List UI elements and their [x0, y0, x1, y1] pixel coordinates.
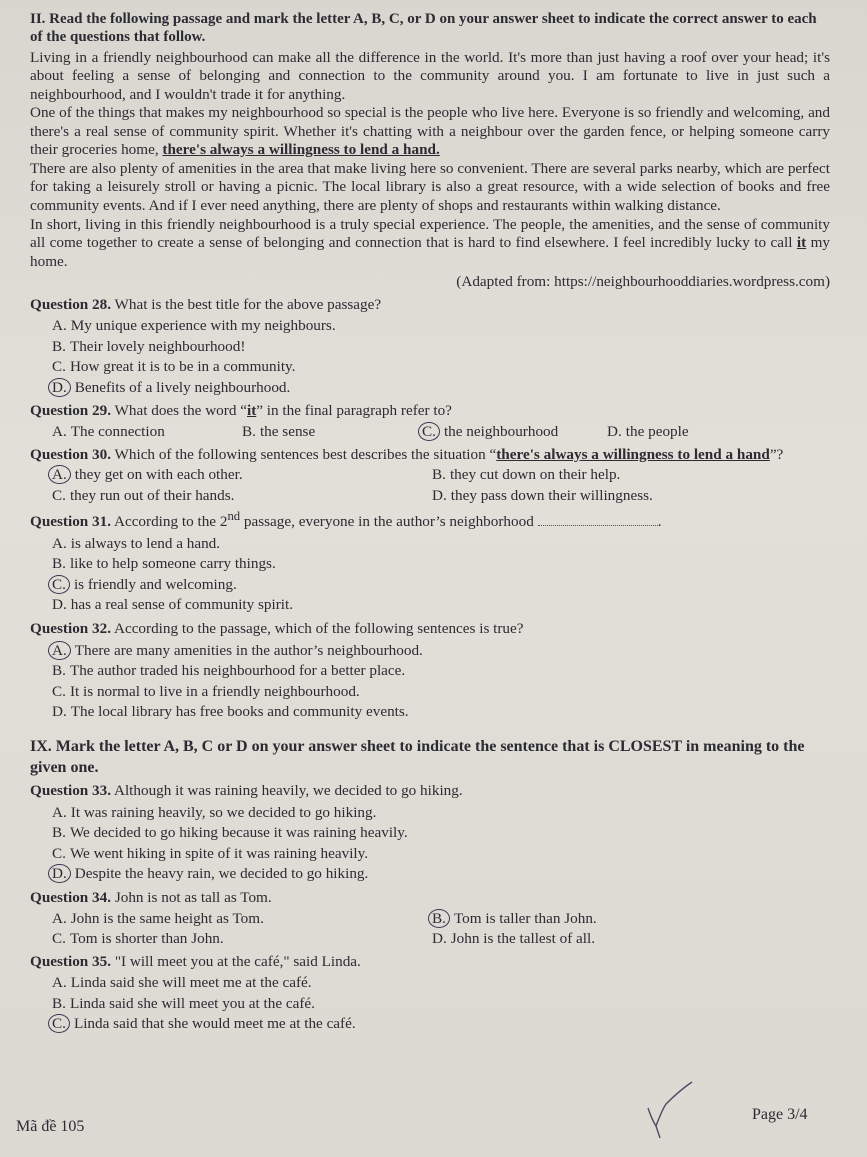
question-number: Question 33.: [30, 782, 112, 800]
option-text: We went hiking in spite of it was raining heavily.: [69, 844, 369, 862]
option-letter: C.: [52, 930, 66, 948]
option-text: How great it is to be in a community.: [69, 358, 296, 376]
answer-blank: [538, 525, 658, 526]
option-text: The author traded his neighbourhood for a better place.: [69, 662, 406, 680]
reading-instruction: II. Read the following passage and mark the letter A, B, C, or D on your answer sheet to indicate the correct answer to each of the questions that follow.: [30, 11, 817, 46]
question-text: "I will meet you at the café," said Linda.: [114, 952, 361, 970]
option-letter: B.: [432, 466, 446, 484]
question-28-options: [30, 316, 830, 398]
option-d[interactable]: [432, 487, 812, 506]
underlined-phrase: there's always a willingness to lend a hand.: [162, 141, 440, 159]
option-text: Linda said she will meet me at the café.: [70, 974, 312, 992]
option-letter: A.: [48, 641, 71, 660]
question-text: What is the best title for the above passage?: [114, 295, 382, 313]
question-30: [30, 446, 830, 465]
option-text: Despite the heavy rain, we decided to go hiking.: [74, 865, 369, 883]
ordinal-suffix: nd: [227, 509, 241, 524]
question-33-options: [30, 803, 830, 885]
option-text: John is the same height as Tom.: [70, 909, 264, 927]
option-b[interactable]: [432, 466, 812, 485]
option-letter: A.: [52, 974, 67, 992]
option-text: Their lovely neighbourhood!: [69, 337, 246, 355]
option-letter: D.: [607, 422, 622, 440]
option-letter: D.: [48, 864, 71, 883]
option-text: they pass down their willingness.: [450, 486, 653, 504]
option-a[interactable]: [52, 910, 432, 929]
option-text: John is the tallest of all.: [450, 930, 596, 948]
option-c[interactable]: [52, 682, 830, 703]
question-35: [30, 953, 830, 972]
option-text: they run out of their hands.: [69, 486, 235, 504]
option-b[interactable]: [432, 910, 812, 929]
option-text: like to help someone carry things.: [69, 555, 276, 573]
option-text: has a real sense of community spirit.: [70, 596, 294, 614]
passage-paragraph-3: There are also plenty of amenities in the area that make living here so convenient. There are several parks nearby, which are perfect for taking a leisurely stroll or having a picnic. The local library is also a great resource, with a wide selection of books and free community events. And if I ever need anything, there are plenty of shops and restaurants within walking distance.: [30, 159, 830, 214]
option-text: It was raining heavily, so we decided to go hiking.: [70, 803, 377, 821]
option-text: The local library has free books and community events.: [70, 703, 409, 721]
question-text-end: ”?: [769, 445, 784, 463]
question-text: Which of the following sentences best describes the situation “: [114, 445, 497, 463]
option-text: is friendly and welcoming.: [73, 575, 237, 593]
question-text-end: ” in the final paragraph refer to?: [256, 402, 452, 420]
question-29-options: [52, 423, 830, 442]
option-b[interactable]: [52, 661, 830, 682]
question-number: Question 30.: [30, 445, 112, 463]
option-b[interactable]: [52, 337, 830, 358]
question-34: [30, 889, 830, 908]
option-letter: A.: [52, 909, 67, 927]
question-28: [30, 296, 830, 315]
question-29: [30, 402, 830, 421]
exam-sheet: [30, 10, 830, 1035]
option-c[interactable]: [52, 930, 432, 949]
option-c[interactable]: [52, 575, 830, 596]
option-text: Benefits of a lively neighbourhood.: [74, 378, 291, 396]
option-text: There are many amenities in the author’s neighbourhood.: [74, 641, 423, 659]
option-text: The connection: [70, 422, 165, 440]
option-letter: D.: [48, 378, 71, 397]
option-letter: C.: [48, 1014, 70, 1033]
option-letter: A.: [52, 534, 67, 552]
option-text: is always to lend a hand.: [70, 534, 221, 552]
question-32-options: [30, 641, 830, 723]
option-a[interactable]: [52, 316, 830, 337]
option-d[interactable]: [52, 864, 830, 885]
paragraph-4-text: In short, living in this friendly neighbourhood is a truly special experience. The people, the amenities, and the sense of community all come together to create a sense of belonging and connection that is hard to find elsewhere. I feel incredibly lucky to call: [30, 215, 830, 252]
option-letter: B.: [52, 337, 66, 355]
paragraph-2-text: One of the things that makes my neighbourhood so special is the people who live here. Everyone is so friendly and welcoming, and there's a real sense of community spirit. Whether it's chatting with a neighbour over the garden fence, or helping someone carry their groceries home,: [30, 104, 830, 159]
question-text: John is not as tall as Tom.: [114, 889, 272, 907]
option-b[interactable]: [242, 423, 422, 442]
option-letter: B.: [52, 555, 66, 573]
option-letter: A.: [52, 803, 67, 821]
question-text: According to the passage, which of the following sentences is true?: [113, 619, 524, 637]
option-letter: D.: [432, 486, 447, 504]
option-letter: B.: [52, 662, 66, 680]
option-letter: C.: [418, 422, 440, 441]
option-letter: A.: [52, 317, 67, 335]
passage-source: (Adapted from: https://neighbourhooddiaries.wordpress.com): [456, 273, 830, 291]
option-d[interactable]: [52, 378, 830, 399]
option-letter: D.: [52, 596, 67, 614]
option-letter: C.: [52, 358, 66, 376]
option-d[interactable]: [432, 930, 812, 949]
option-text: Tom is shorter than John.: [69, 930, 224, 948]
question-33: [30, 782, 830, 801]
option-text: the sense: [259, 422, 316, 440]
option-c[interactable]: [52, 844, 830, 865]
option-text: they cut down on their help.: [449, 466, 621, 484]
option-text: the neighbourhood: [443, 422, 559, 440]
handwritten-signature-icon: [640, 1080, 700, 1140]
question-31: [30, 509, 830, 532]
passage-paragraph-4: [30, 216, 830, 272]
option-text: It is normal to live in a friendly neighbourhood.: [69, 682, 360, 700]
option-letter: B.: [428, 909, 450, 928]
section-ix-title: IX. Mark the letter A, B, C or D on your answer sheet to indicate the sentence that is CLOSEST in meaning to the given one.: [30, 737, 805, 776]
question-number: Question 28.: [30, 295, 112, 313]
option-c[interactable]: [52, 357, 830, 378]
option-letter: D.: [432, 930, 447, 948]
question-number: Question 34.: [30, 889, 112, 907]
question-quote: there's always a willingness to lend a hand: [496, 445, 770, 463]
option-text: Linda said she will meet you at the café.: [69, 994, 315, 1012]
question-34-options: [52, 910, 830, 949]
option-b[interactable]: [52, 994, 830, 1015]
option-c[interactable]: [422, 423, 607, 442]
option-d[interactable]: [607, 423, 689, 442]
referenced-word-it: it: [796, 234, 807, 252]
option-text: they get on with each other.: [74, 466, 243, 484]
question-31-options: [30, 534, 830, 616]
option-letter: B.: [242, 422, 256, 440]
question-text: What does the word “: [114, 402, 247, 420]
option-text: the people: [625, 422, 689, 440]
question-text: According to the 2: [113, 513, 228, 531]
option-a[interactable]: [52, 466, 432, 485]
option-b[interactable]: [52, 823, 830, 844]
option-letter: C.: [52, 682, 66, 700]
question-number: Question 31.: [30, 513, 112, 531]
page-number: Page 3/4: [752, 1106, 808, 1123]
option-letter: C.: [52, 486, 66, 504]
passage-paragraph-2: [30, 104, 830, 160]
option-a[interactable]: [52, 641, 830, 662]
passage-paragraph-1: Living in a friendly neighbourhood can make all the difference in the world. It's more than just having a roof over your head; it's about feeling a sense of belonging and connection to the community around you. I am fortunate to live in just such a neighbourhood, and I wouldn't trade it for anything.: [30, 48, 830, 103]
option-letter: B.: [52, 824, 66, 842]
question-text: Although it was raining heavily, we decided to go hiking.: [113, 782, 463, 800]
question-35-options: [30, 973, 830, 1035]
question-32: [30, 620, 830, 639]
option-d[interactable]: [52, 702, 830, 723]
exam-code: Mã đề 105: [16, 1118, 85, 1135]
question-30-options: [52, 466, 830, 505]
option-letter: D.: [52, 703, 67, 721]
option-text: Tom is taller than John.: [453, 909, 597, 927]
option-a[interactable]: [52, 423, 242, 442]
question-number: Question 29.: [30, 402, 112, 420]
option-text: My unique experience with my neighbours.: [70, 317, 336, 335]
question-text-end: passage, everyone in the author’s neighborhood: [243, 513, 534, 531]
option-text: Linda said that she would meet me at the café.: [73, 1015, 356, 1033]
option-letter: A.: [52, 422, 67, 440]
option-letter: C.: [52, 844, 66, 862]
option-a[interactable]: [52, 534, 830, 555]
paragraph-4-end: my home.: [30, 234, 831, 270]
option-text: We decided to go hiking because it was raining heavily.: [69, 824, 408, 842]
option-letter: C.: [48, 575, 70, 594]
question-period: .: [657, 513, 662, 531]
option-c[interactable]: [52, 487, 432, 506]
option-a[interactable]: [52, 803, 830, 824]
option-a[interactable]: [52, 973, 830, 994]
option-letter: A.: [48, 465, 71, 484]
question-number: Question 35.: [30, 952, 112, 970]
option-b[interactable]: [52, 554, 830, 575]
question-word: it: [246, 402, 257, 420]
question-number: Question 32.: [30, 619, 112, 637]
option-letter: B.: [52, 994, 66, 1012]
option-d[interactable]: [52, 595, 830, 616]
option-c[interactable]: [52, 1014, 830, 1035]
